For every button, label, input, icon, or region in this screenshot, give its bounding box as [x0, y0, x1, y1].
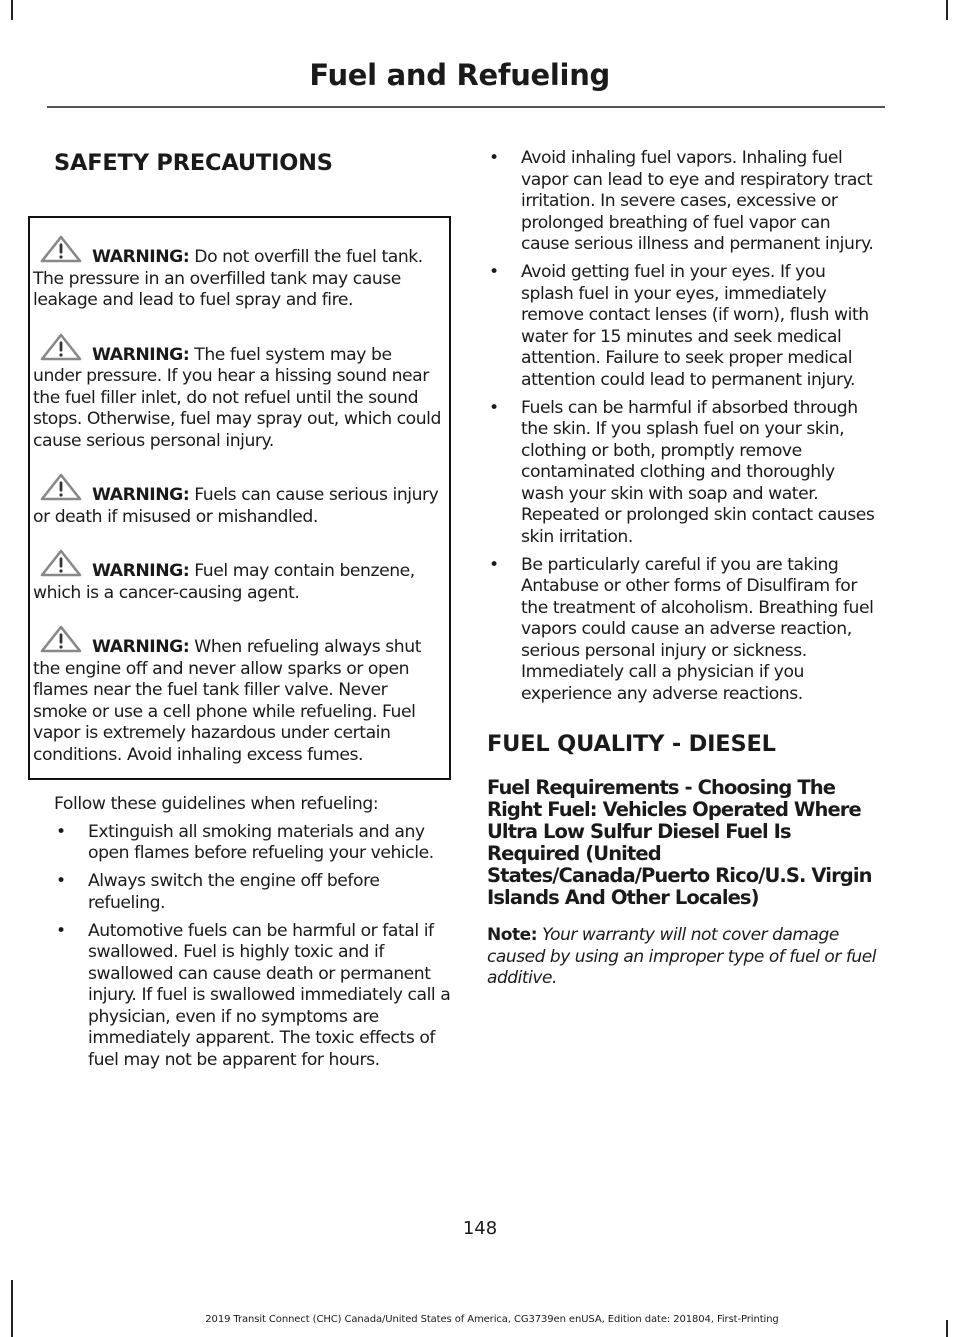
bullet-marker: • [489, 262, 499, 282]
warning-label: WARNING: [92, 344, 190, 365]
warning-text: The fuel system may be under pressure. If you hear a hissing sound near the fuel filler inlet, do not refuel until the sound stops. Otherwise, fuel may spray out, which could cause serious personal injury. [33, 344, 441, 451]
warning-box [28, 216, 451, 780]
list-item-text: Be particularly careful if you are taking Antabuse or other forms of Disulfiram for the treatment of alcoholism. Breathing fuel vapors could cause an adverse reaction, serious personal injury or sickness. Immediately call a physician if you experience any adverse reactions. [521, 554, 874, 704]
crop-mark [11, 1280, 13, 1337]
warning-text: Fuels can cause serious injury or death if misused or mishandled. [33, 485, 439, 527]
bullet-list [54, 822, 454, 1072]
warning-triangle-icon [38, 238, 84, 266]
bullet-marker: • [489, 397, 499, 418]
list-item-text: Avoid getting fuel in your eyes. If you splash fuel in your eyes, immediately remove contact lenses (if worn), flush with water for 15 minutes and seek medical attention. Failure to seek proper medical attention could lead to permanent injury. [521, 262, 869, 390]
warning-triangle-icon [38, 552, 84, 580]
list-item [487, 555, 880, 706]
page-number: 148 [462, 1218, 498, 1239]
list-item [487, 148, 880, 256]
warning-text: Do not overfill the fuel tank. The pressure in an overfilled tank may cause leakage and lead to fuel spray and fire. [33, 247, 423, 310]
page-header-title: Fuel and Refueling [309, 58, 610, 92]
section-heading: FUEL QUALITY - DIESEL [487, 731, 776, 757]
note-label: Note: [487, 925, 538, 945]
warning-triangle-icon [38, 476, 84, 504]
warning-item [33, 628, 443, 766]
warning-text: Fuel may contain benzene, which is a cancer-causing agent. [33, 561, 415, 603]
section-heading: SAFETY PRECAUTIONS [54, 150, 333, 176]
warning-item [33, 238, 443, 312]
list-item-text: Extinguish all smoking materials and any open flames before refueling your vehicle. [88, 821, 434, 863]
bullet-marker: • [56, 920, 66, 941]
crop-mark [946, 0, 948, 20]
list-item [54, 921, 454, 1072]
footer-text: 2019 Transit Connect (CHC) Canada/United States of America, CG3739en enUSA, Edition date: 201804, First-Printing [205, 1314, 779, 1325]
warning-item [33, 336, 443, 453]
warning-item [33, 552, 443, 604]
warning-triangle-icon [38, 336, 84, 364]
warning-text: When refueling always shut the engine off and never allow sparks or open flames near the fuel tank filler valve. Never smoke or use a cell phone while refueling. Fuel vapor is extremely hazardous under certain conditions. Avoid inhaling excess fumes. [33, 637, 421, 765]
list-item-text: Always switch the engine off before refueling. [88, 871, 380, 913]
intro-text: Follow these guidelines when refueling: [54, 794, 379, 814]
note-text: Your warranty will not cover damage caused by using an improper type of fuel or fuel additive. [487, 925, 876, 988]
subsection-heading: Fuel Requirements - Choosing The Right Fuel: Vehicles Operated Where Ultra Low Sulfur Diesel Fuel Is Required (United States/Canada/Puerto Rico/U.S. Virgin Islands And Other Locales) [487, 776, 872, 909]
header-divider [47, 106, 885, 108]
left-column [33, 146, 454, 1078]
bullet-marker: • [489, 148, 499, 168]
warning-label: WARNING: [92, 561, 190, 581]
list-item-text: Avoid inhaling fuel vapors. Inhaling fuel vapor can lead to eye and respiratory tract irritation. In severe cases, excessive or prolonged breathing of fuel vapor can cause serious illness and permanent injury. [521, 148, 874, 254]
list-item [54, 871, 454, 914]
right-column [487, 148, 880, 990]
list-item [54, 822, 454, 865]
warning-triangle-icon [38, 628, 84, 656]
note [487, 925, 880, 990]
warning-label: WARNING: [92, 485, 190, 505]
warning-label: WARNING: [92, 247, 190, 267]
bullet-marker: • [56, 871, 66, 891]
list-item [487, 398, 880, 549]
bullet-marker: • [489, 554, 499, 575]
list-item-text: Fuels can be harmful if absorbed through the skin. If you splash fuel on your skin, clothing or both, promptly remove contaminated clothing and thoroughly wash your skin with soap and water. Repeated or prolonged skin contact causes skin irritation. [521, 397, 875, 547]
list-item-text: Automotive fuels can be harmful or fatal if swallowed. Fuel is highly toxic and if swallowed can cause death or permanent injury. If fuel is swallowed immediately call a physician, even if no symptoms are immediately apparent. The toxic effects of fuel may not be apparent for hours. [88, 920, 451, 1070]
crop-mark [11, 0, 13, 20]
warning-label: WARNING: [92, 637, 190, 657]
warning-item [33, 476, 443, 528]
bullet-list [487, 148, 880, 705]
list-item [487, 262, 880, 391]
bullet-marker: • [56, 821, 66, 842]
